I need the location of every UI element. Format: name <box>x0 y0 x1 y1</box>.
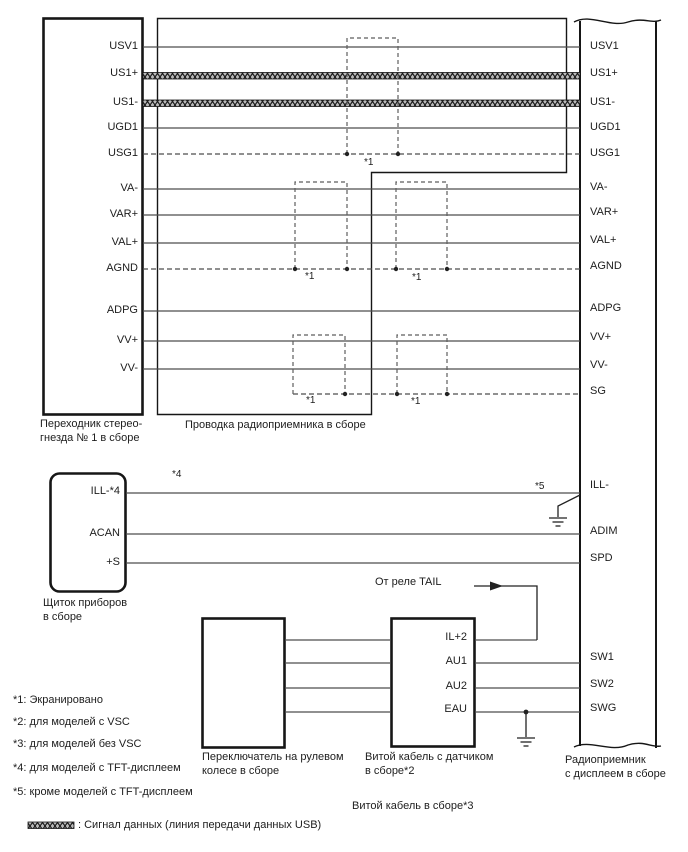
annotation-shielded-vv-right: *1 <box>411 396 421 407</box>
footnote-5: *5: кроме моделей с TFT-дисплеем <box>13 786 193 798</box>
pin-label-val: VAL+ <box>111 236 138 248</box>
annotation-tft-ill: *4 <box>172 469 182 480</box>
annotation-shielded-usg1: *1 <box>364 157 374 168</box>
cluster-pin-ill: ILL-*4 <box>90 485 120 497</box>
radio-pin-ugd1: UGD1 <box>590 121 621 133</box>
radio-pin-sw2: SW2 <box>590 678 614 690</box>
annotation-shielded-vv-left: *1 <box>306 395 316 406</box>
cable-pin-eau: EAU <box>444 703 467 715</box>
caption-twisted-cable-sensor: Витой кабель с датчиком в сборе*2 <box>365 751 494 777</box>
radio-pin-agnd: AGND <box>590 260 622 272</box>
radio-pin-var: VAR+ <box>590 206 619 218</box>
ground-symbol-eau <box>517 712 535 746</box>
legend-usb-swatch <box>28 822 74 829</box>
shield-box-agnd-right <box>396 182 447 269</box>
shield-box-vv-right <box>397 335 447 394</box>
radio-pin-swg: SWG <box>590 702 617 714</box>
cluster-pin-acan: ACAN <box>89 527 120 539</box>
legend-usb-label: : Сигнал данных (линия передачи данных USB) <box>78 819 322 831</box>
cable-pin-il2: IL+2 <box>445 631 467 643</box>
shield-box-usg1 <box>347 38 398 154</box>
pin-label-us1p: US1+ <box>110 67 138 79</box>
pin-label-vvp: VV+ <box>116 334 138 346</box>
pin-label-usv1: USV1 <box>109 40 138 52</box>
caption-stereo-jack-adapter: Переходник стерео- гнезда № 1 в сборе <box>40 418 143 444</box>
shield-box-vv-left <box>293 335 345 394</box>
radio-pin-us1m: US1- <box>590 96 616 108</box>
usb-line-us1-plus <box>143 73 580 80</box>
radio-pin-vvm: VV- <box>590 359 608 371</box>
radio-pin-adim: ADIM <box>590 525 618 537</box>
usb-data-lines <box>143 73 580 107</box>
radio-pin-usg1: USG1 <box>590 147 620 159</box>
footnote-3: *3: для моделей без VSC <box>13 738 142 750</box>
radio-pin-usv1: USV1 <box>590 40 619 52</box>
radio-pin-vvp: VV+ <box>590 331 612 343</box>
junction-dots <box>293 152 529 715</box>
arrowhead-right <box>490 582 503 591</box>
pin-label-ugd1: UGD1 <box>107 121 138 133</box>
pin-label-va: VA- <box>120 182 138 194</box>
tail-relay-arrow <box>474 582 537 641</box>
radio-pin-ill: ILL- <box>590 479 609 491</box>
pin-label-usg1: USG1 <box>108 147 138 159</box>
wires-dashed <box>143 154 580 394</box>
annotation-no-tft-ground: *5 <box>535 481 545 492</box>
pin-label-var: VAR+ <box>109 208 138 220</box>
annotation-tail-relay: От реле TAIL <box>375 576 442 588</box>
pin-label-agnd: AGND <box>106 262 138 274</box>
usb-line-us1-minus <box>143 100 580 107</box>
radio-pin-val: VAL+ <box>590 234 617 246</box>
footnote-1: *1: Экранировано <box>13 694 103 706</box>
pin-label-adpg: ADPG <box>106 304 138 316</box>
cable-pin-au2: AU2 <box>445 680 467 692</box>
caption-radio-receiver: Радиоприемник с дисплеем в сборе <box>565 754 666 780</box>
radio-pin-spd: SPD <box>590 552 613 564</box>
footnote-4: *4: для моделей с TFT-дисплеем <box>13 762 181 774</box>
radio-pin-va: VA- <box>590 181 608 193</box>
pin-label-vvm: VV- <box>120 362 138 374</box>
steering-switch-box <box>203 619 285 748</box>
pin-label-us1m: US1- <box>112 96 138 108</box>
radio-pin-sw1: SW1 <box>590 651 614 663</box>
caption-instrument-cluster: Щиток приборов в сборе <box>43 597 128 623</box>
caption-radio-wiring: Проводка радиоприемника в сборе <box>185 419 366 431</box>
radio-pin-sg: SG <box>590 385 606 397</box>
wires-solid <box>126 47 580 712</box>
ground-symbol-ill <box>549 495 580 526</box>
cluster-pin-s: +S <box>106 556 120 568</box>
caption-twisted-cable: Витой кабель в сборе*3 <box>352 800 474 812</box>
annotation-shielded-agnd-left: *1 <box>305 271 315 282</box>
caption-steering-switch: Переключатель на рулевом колесе в сборе <box>202 751 344 777</box>
footnote-2: *2: для моделей с VSC <box>13 716 130 728</box>
radio-pin-adpg: ADPG <box>590 302 622 314</box>
radio-pin-us1p: US1+ <box>590 67 618 79</box>
cable-pin-au1: AU1 <box>445 655 467 667</box>
annotation-shielded-agnd-right: *1 <box>412 272 422 283</box>
shield-box-agnd-left <box>295 182 347 269</box>
